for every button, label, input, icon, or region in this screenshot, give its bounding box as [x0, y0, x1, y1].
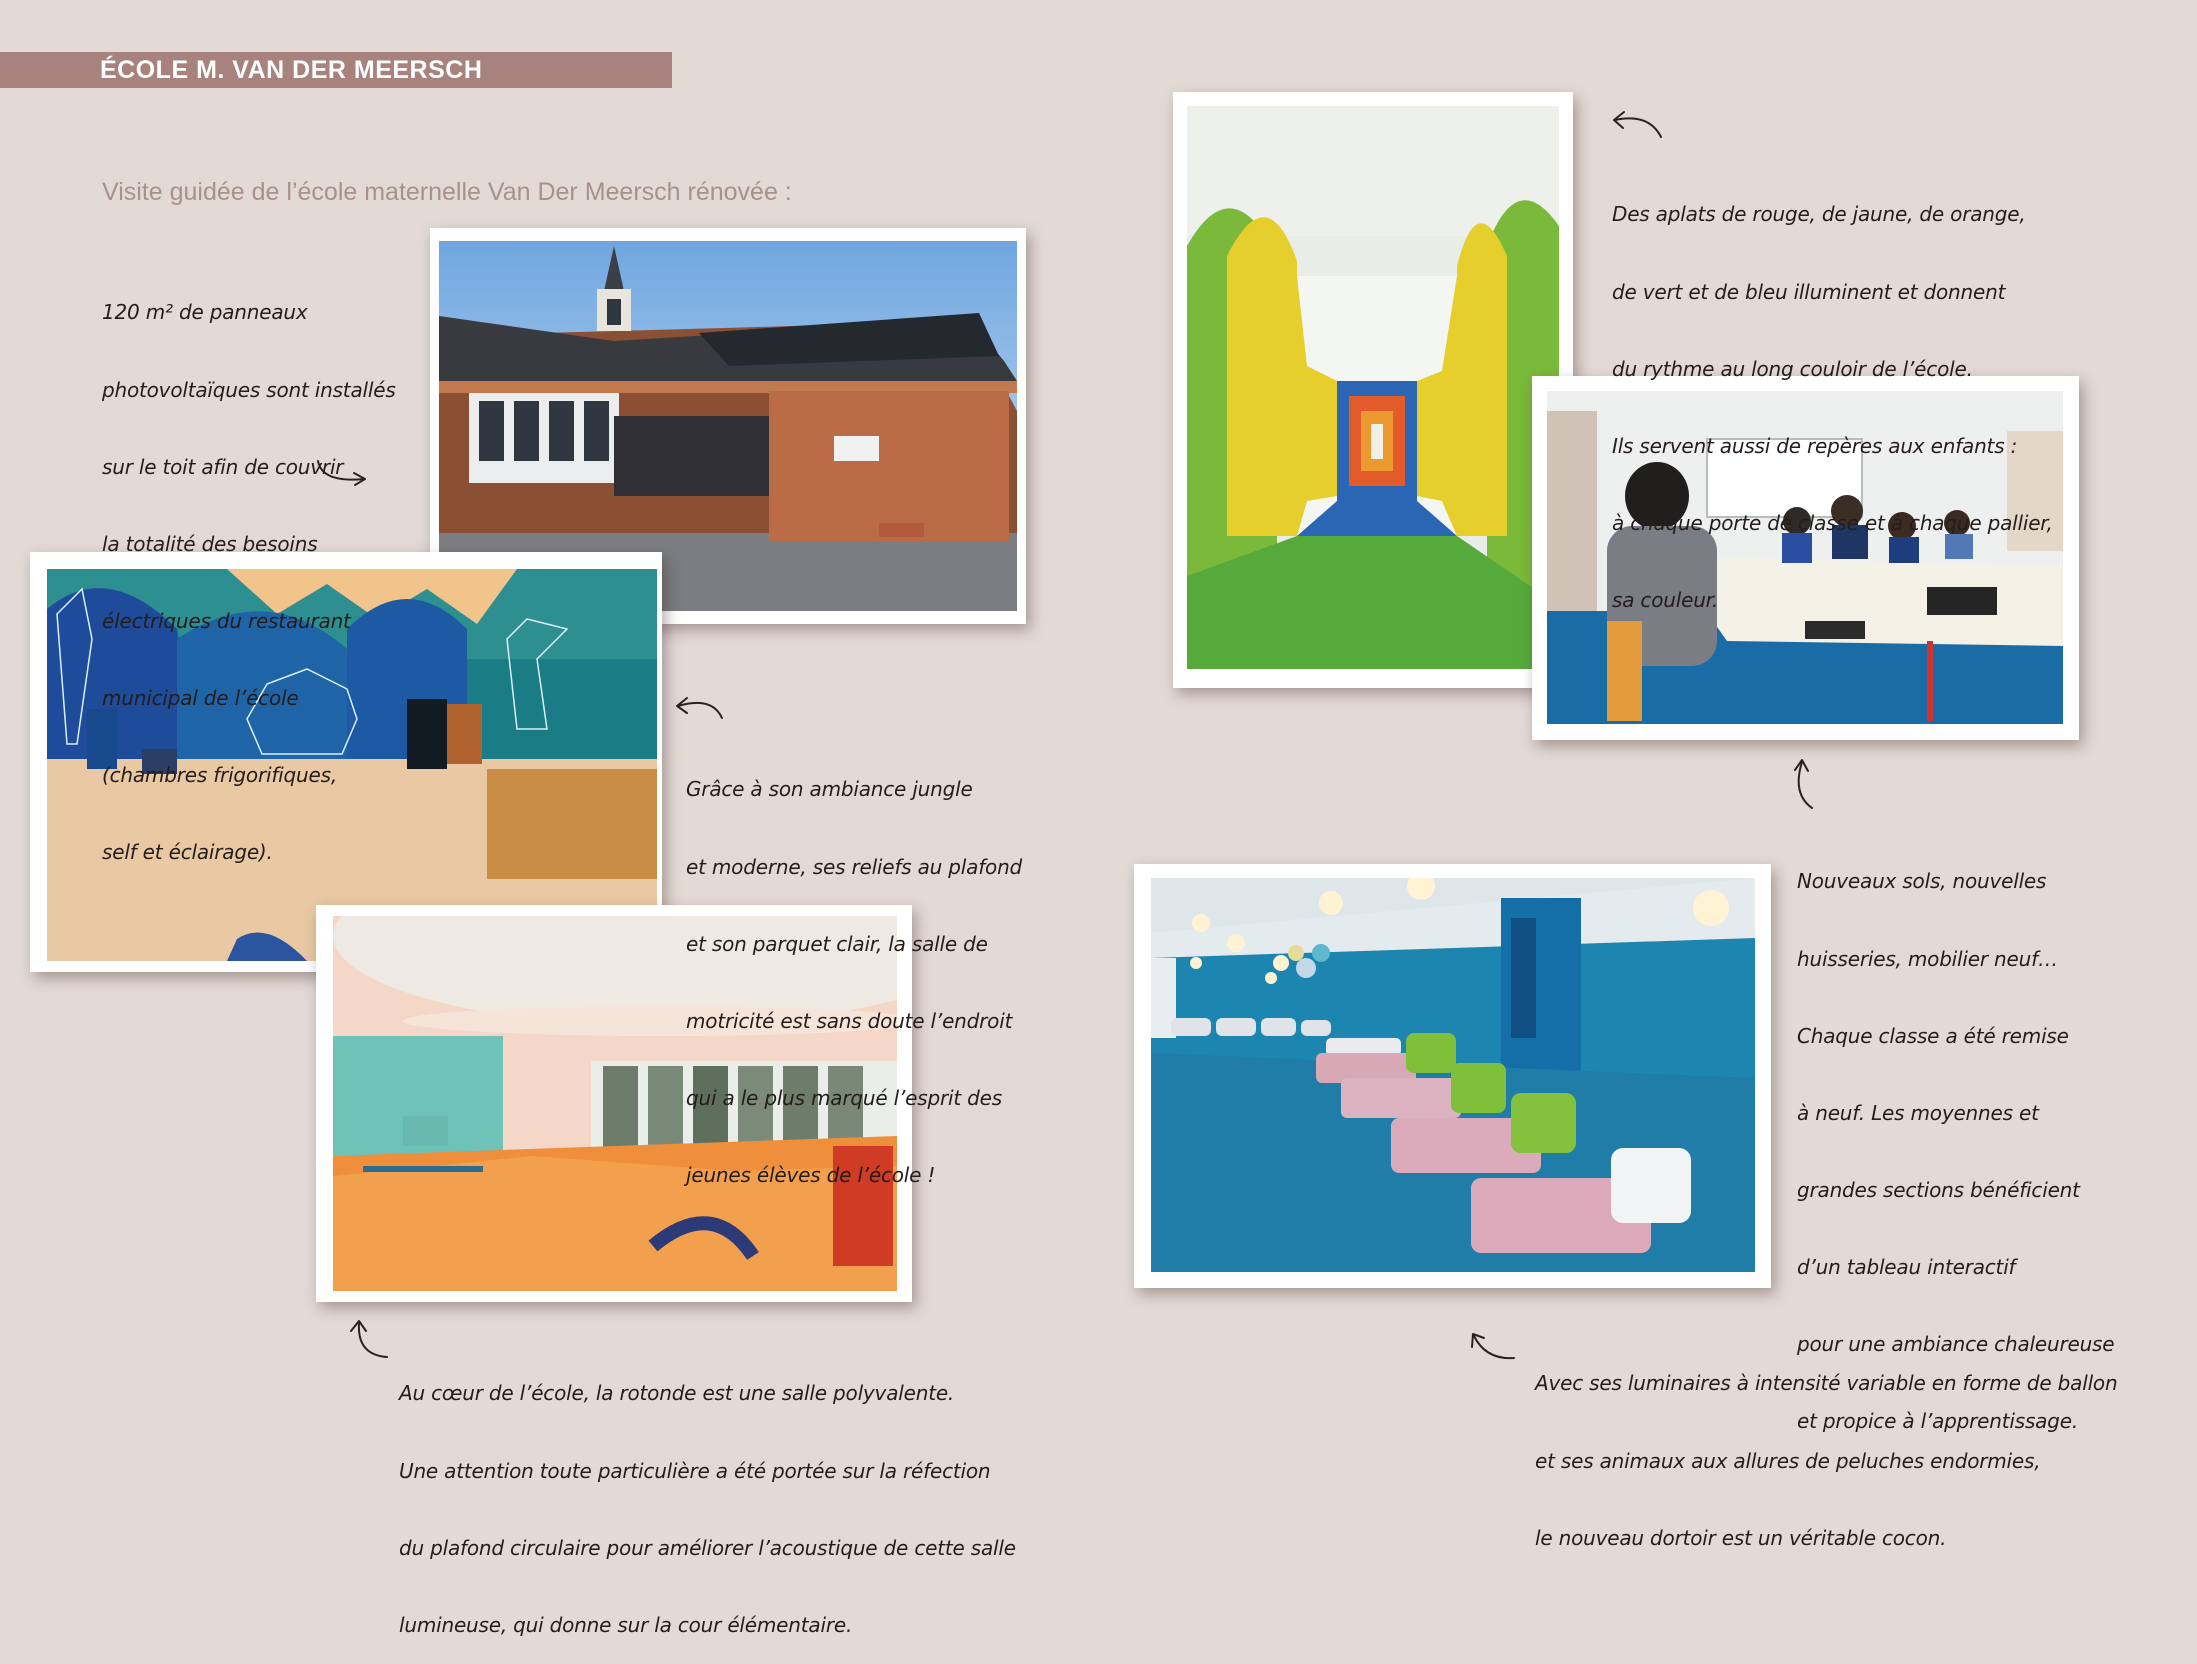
note-salle-motricite: [686, 726, 1022, 1214]
note-line: et propice à l’apprentissage.: [1797, 1409, 2078, 1434]
arrow-icon: [1462, 1326, 1520, 1366]
note-line: self et éclairage).: [102, 840, 273, 865]
note-line: Chaque classe a été remise: [1797, 1023, 2069, 1048]
note-line: qui a le plus marqué l’esprit des: [686, 1085, 1002, 1110]
note-line: sur le toit afin de couvrir: [102, 454, 344, 479]
note-line: photovoltaïques sont installés: [102, 377, 396, 402]
note-line: pour une ambiance chaleureuse: [1797, 1332, 2115, 1357]
note-line: lumineuse, qui donne sur la cour élémentaire.: [399, 1612, 853, 1637]
note-dortoir: [1535, 1320, 2117, 1577]
note-line: sa couleur.: [1612, 587, 1719, 612]
note-line: à neuf. Les moyennes et: [1797, 1100, 2039, 1125]
note-line: d’un tableau interactif: [1797, 1254, 2016, 1279]
note-rotonde: [399, 1330, 1016, 1664]
note-line: huisseries, mobilier neuf…: [1797, 946, 2058, 971]
note-line: le nouveau dortoir est un véritable cocon.: [1535, 1525, 1947, 1550]
arrow-icon: [1607, 107, 1667, 147]
note-line: du rythme au long couloir de l’école.: [1612, 356, 1973, 381]
arrow-icon: [1784, 754, 1824, 814]
page-title: ÉCOLE M. VAN DER MEERSCH: [100, 56, 483, 84]
note-line: Une attention toute particulière a été portée sur la réfection: [399, 1458, 991, 1483]
note-line: jeunes élèves de l’école !: [686, 1162, 936, 1187]
note-line: Au cœur de l’école, la rotonde est une salle polyvalente.: [399, 1381, 955, 1406]
note-line: grandes sections bénéficient: [1797, 1177, 2080, 1202]
photo-dortoir: [1134, 864, 1771, 1288]
note-line: municipal de l’école: [102, 685, 299, 710]
note-panneaux-solaires: [102, 249, 396, 892]
note-line: de vert et de bleu illuminent et donnent: [1612, 279, 2006, 304]
note-line: (chambres frigorifiques,: [102, 763, 337, 788]
note-line: et ses animaux aux allures de peluches endormies,: [1535, 1448, 2041, 1473]
note-line: à chaque porte de classe et à chaque pallier,: [1612, 510, 2053, 535]
note-line: Avec ses luminaires à intensité variable en forme de ballon: [1535, 1371, 2118, 1396]
note-couloir: [1612, 151, 2053, 639]
note-line: Grâce à son ambiance jungle: [686, 777, 973, 802]
page-subtitle: Visite guidée de l’école maternelle Van Der Meersch rénovée :: [102, 178, 792, 206]
note-line: et moderne, ses reliefs au plafond: [686, 854, 1023, 879]
note-line: Ils servent aussi de repères aux enfants :: [1612, 433, 2018, 458]
arrow-icon: [310, 455, 372, 491]
note-line: du plafond circulaire pour améliorer l’acoustique de cette salle: [399, 1535, 1016, 1560]
arrow-icon: [345, 1315, 395, 1365]
note-line: 120 m² de panneaux: [102, 300, 308, 325]
note-line: et son parquet clair, la salle de: [686, 931, 988, 956]
photo-couloir: [1173, 92, 1573, 688]
note-line: la totalité des besoins: [102, 531, 318, 556]
note-line: Des aplats de rouge, de jaune, de orange,: [1612, 202, 2026, 227]
note-line: Nouveaux sols, nouvelles: [1797, 869, 2047, 894]
arrow-icon: [670, 692, 730, 728]
note-line: électriques du restaurant: [102, 608, 351, 633]
note-line: motricité est sans doute l’endroit: [686, 1008, 1013, 1033]
